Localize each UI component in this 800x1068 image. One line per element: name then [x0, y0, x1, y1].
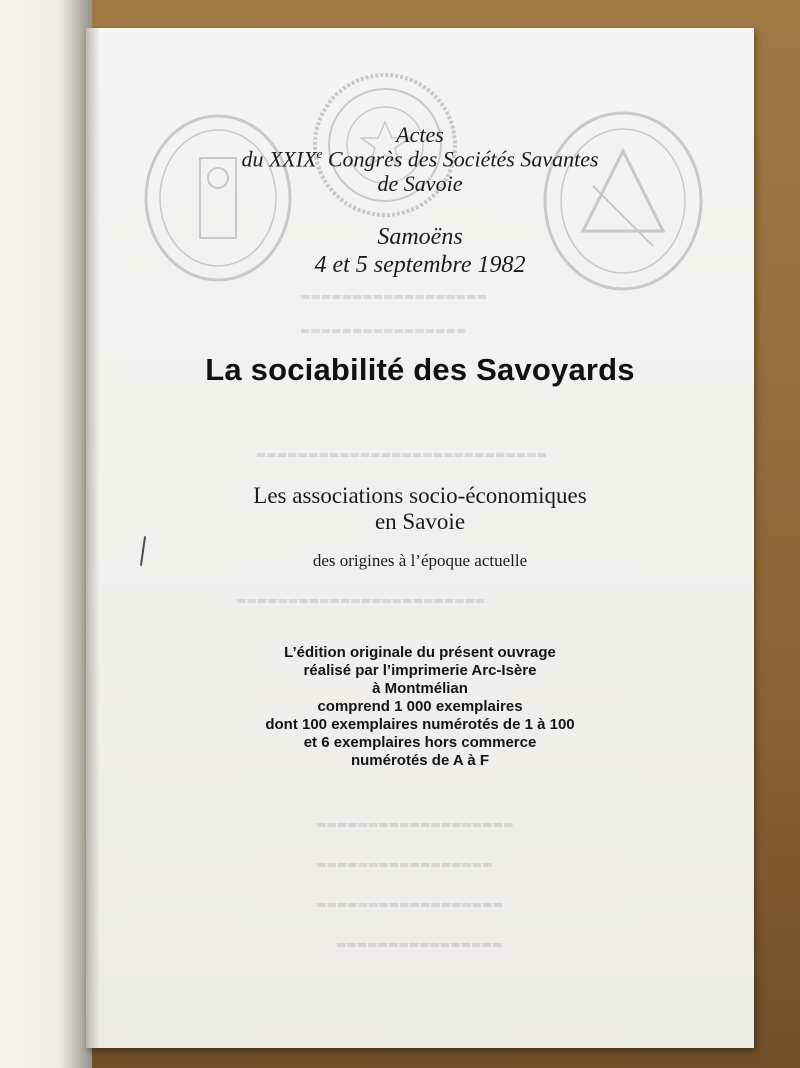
subtitle-line-3: des origines à l’époque actuelle — [312, 551, 528, 570]
dates-line: 4 et 5 septembre 1982 — [314, 252, 526, 278]
show-through-text: ▬▬▬▬▬▬▬▬▬▬▬▬▬▬▬▬ — [336, 938, 503, 951]
colophon-line: numérotés de A à F — [350, 752, 490, 769]
show-through-text: ▬▬▬▬▬▬▬▬▬▬▬▬▬▬▬▬▬▬▬ — [316, 818, 514, 831]
congress-prefix: du XXIX — [241, 146, 317, 172]
subtitle-line-2: en Savoie — [374, 509, 466, 534]
colophon-line: à Montmélian — [372, 680, 468, 697]
show-through-text: ▬▬▬▬▬▬▬▬▬▬▬▬▬▬▬▬▬▬▬▬▬▬▬▬▬▬▬▬ — [256, 448, 548, 461]
title-page — [86, 28, 754, 1048]
show-through-text: ▬▬▬▬▬▬▬▬▬▬▬▬▬▬▬▬▬▬ — [316, 898, 504, 911]
subtitle-line-1: Les associations socio-économiques — [253, 483, 587, 508]
show-through-text: ▬▬▬▬▬▬▬▬▬▬▬▬▬▬▬▬ — [300, 324, 467, 337]
colophon — [86, 644, 754, 770]
book-title: La sociabilité des Savoyards — [205, 352, 635, 387]
colophon-line: réalisé par l’imprimerie Arc-Isère — [303, 662, 537, 679]
congress-name: Congrès des Sociétés Savantes — [322, 146, 599, 172]
colophon-line: et 6 exemplaires hors commerce — [303, 734, 537, 751]
show-through-text: ▬▬▬▬▬▬▬▬▬▬▬▬▬▬▬▬▬ — [316, 858, 493, 871]
colophon-line: L’édition originale du présent ouvrage — [284, 644, 556, 661]
show-through-text: ▬▬▬▬▬▬▬▬▬▬▬▬▬▬▬▬▬▬▬▬▬▬▬▬ — [236, 594, 486, 607]
region-line: de Savoie — [377, 171, 463, 196]
congress-line — [86, 146, 754, 172]
colophon-line: dont 100 exemplaires numérotés de 1 à 100 — [265, 716, 575, 733]
ordinal-suffix: e — [316, 146, 323, 161]
acts-label: Actes — [396, 122, 444, 147]
place-line: Samoëns — [377, 224, 463, 250]
colophon-line: comprend 1 000 exemplaires — [317, 698, 523, 715]
show-through-text: ▬▬▬▬▬▬▬▬▬▬▬▬▬▬▬▬▬▬ — [300, 290, 488, 303]
